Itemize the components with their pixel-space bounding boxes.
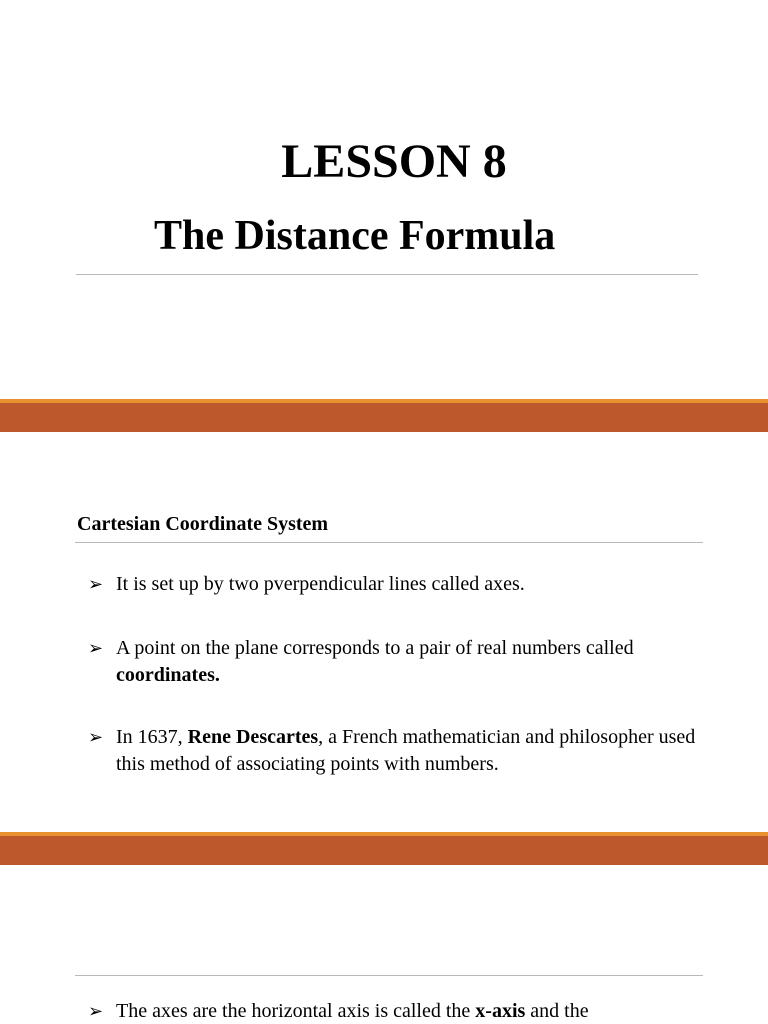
arrowhead-bullet-icon: ➢ — [88, 638, 104, 659]
lesson-subtitle: The Distance Formula — [154, 213, 556, 259]
bullet-text: In 1637, Rene Descartes, a French mathematician and philosopher used this method of associating points with numbers. — [116, 726, 696, 775]
bullet-item — [88, 635, 728, 689]
arrowhead-bullet-icon: ➢ — [88, 574, 104, 595]
arrowhead-bullet-icon: ➢ — [88, 727, 104, 748]
slide-separator-band — [0, 399, 768, 432]
lesson-title: LESSON 8 — [281, 135, 507, 188]
bullet-text: The axes are the horizontal axis is called the x-axis and the — [116, 1000, 589, 1022]
bullet-text: It is set up by two pverpendicular lines called axes. — [116, 573, 525, 595]
bullet-item — [88, 571, 728, 598]
slide-separator-band — [0, 832, 768, 865]
section-divider — [75, 542, 703, 543]
bold-term: Rene Descartes — [187, 726, 319, 748]
bullet-item — [88, 998, 728, 1024]
section-heading: Cartesian Coordinate System — [77, 513, 329, 535]
bullet-text: A point on the plane corresponds to a pair of real numbers called coordinates. — [116, 637, 634, 686]
title-divider — [76, 274, 698, 275]
bold-term: coordinates. — [116, 664, 220, 686]
arrowhead-bullet-icon: ➢ — [88, 1001, 104, 1022]
section-divider — [75, 975, 703, 976]
bold-term: x-axis — [475, 1000, 526, 1022]
bullet-item — [88, 724, 728, 778]
